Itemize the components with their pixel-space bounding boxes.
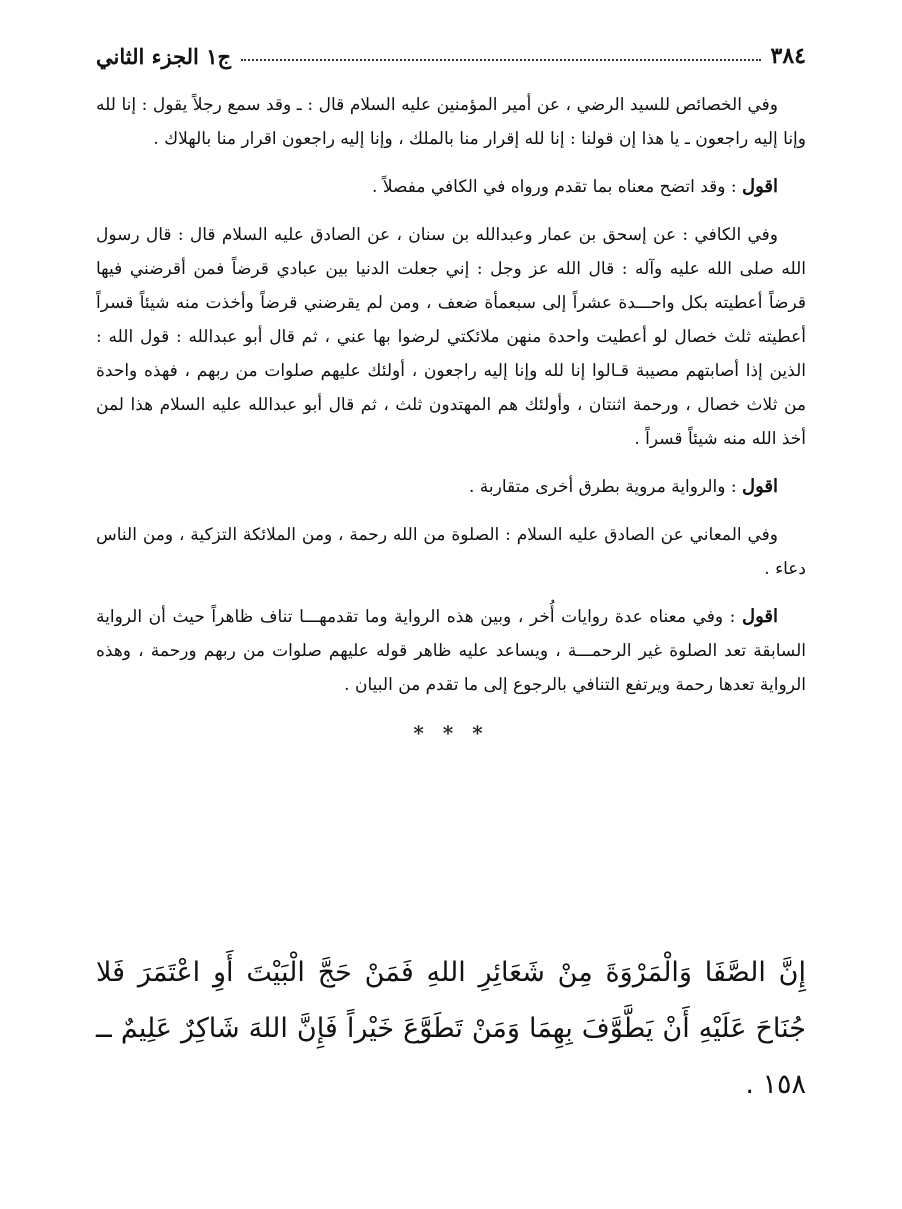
paragraph-text: : والرواية مروية بطرق أخرى متقاربة . <box>469 477 737 497</box>
paragraph-comment-1 <box>96 170 806 204</box>
paragraph-text: وفي الكافي : عن إسحق بن عمار وعبدالله بن سنان ، عن الصادق عليه السلام قال : قال رسول الله صلى الله عليه وآله : قال الله عز وجل : إني جعلت الدنيا بين عبادي قرضاً فمن أقرضني فيها قرضاً أعطيته بكل واحـــدة عشراً إلى سبعمأة ضعف ، ومن لم يقرضني قرضاً وأخذت منه شيئاً قسراً أعطيته ثلث خصال لو أعطيت واحدة منهن ملائكتي لرضوا بها عني ، ثم قال أبو عبدالله : قول الله : الذين إذا أصابتهم مصيبة قـالوا إنا لله وإنا إليه راجعون ، أولئك عليهم صلوات من ربهم ، فهذه واحدة من ثلاث خصال ، ورحمة اثنتان ، وأولئك هم المهتدون ثلث ، ثم قال أبو عبدالله عليه السلام هذا لمن أخذ الله منه شيئاً قسراً . <box>96 225 806 449</box>
paragraph-lead: اقول <box>742 176 778 197</box>
paragraph-kafi <box>96 218 806 456</box>
paragraph-text: : وقد اتضح معناه بما تقدم ورواه في الكافي مفصلاً . <box>372 177 737 197</box>
running-title: ج١ الجزء الثاني <box>96 43 232 69</box>
paragraph-comment-2 <box>96 470 806 504</box>
paragraph-maani <box>96 518 806 586</box>
paragraph-comment-3 <box>96 600 806 702</box>
body-text <box>96 88 806 752</box>
paragraph-lead: اقول <box>742 476 778 497</box>
paragraph-text: : وفي معناه عدة روايات أُخر ، وبين هذه الرواية وما تقدمهـــا تناف ظاهراً حيث أن الرواية السابقة تعد الصلوة غير الرحمـــة ، ويساعد عليه ظاهر قوله عليهم صلوات من ربهم ورحمة ، وهذه الرواية تعدها رحمة ويرتفع التنافي بالرجوع إلى ما تقدم من البيان . <box>96 607 806 695</box>
quran-verse: إِنَّ الصَّفَا وَالْمَرْوَةَ مِنْ شَعَائِرِ اللهِ فَمَنْ حَجَّ الْبَيْتَ أَوِ اعْتَمَرَ فَلا جُنَاحَ عَلَيْهِ أَنْ يَطَّوَّفَ بِهِمَا وَمَنْ تَطَوَّعَ خَيْراً فَإِنَّ اللهَ شَاكِرٌ عَلِيمٌ ــ ١٥٨ . <box>96 957 806 1100</box>
page-header <box>96 36 806 76</box>
paragraph-text: وفي المعاني عن الصادق عليه السلام : الصلوة من الله رحمة ، ومن الملائكة التزكية ، ومن الناس دعاء . <box>96 525 806 579</box>
dotted-leader <box>241 59 761 61</box>
page-number: ٣٨٤ <box>770 43 806 69</box>
paragraph-text: وفي الخصائص للسيد الرضي ، عن أمير المؤمنين عليه السلام قال : ـ وقد سمع رجلاً يقول : إنا لله وإنا إليه راجعون ـ يا هذا إن قولنا : إنا لله إقرار منا بالملك ، وإنا إليه راجعون اقرار منا بالهلاك . <box>96 95 806 149</box>
paragraph-lead: اقول <box>742 606 779 627</box>
section-separator: * * * <box>413 721 489 745</box>
paragraph-khasais <box>96 88 806 156</box>
